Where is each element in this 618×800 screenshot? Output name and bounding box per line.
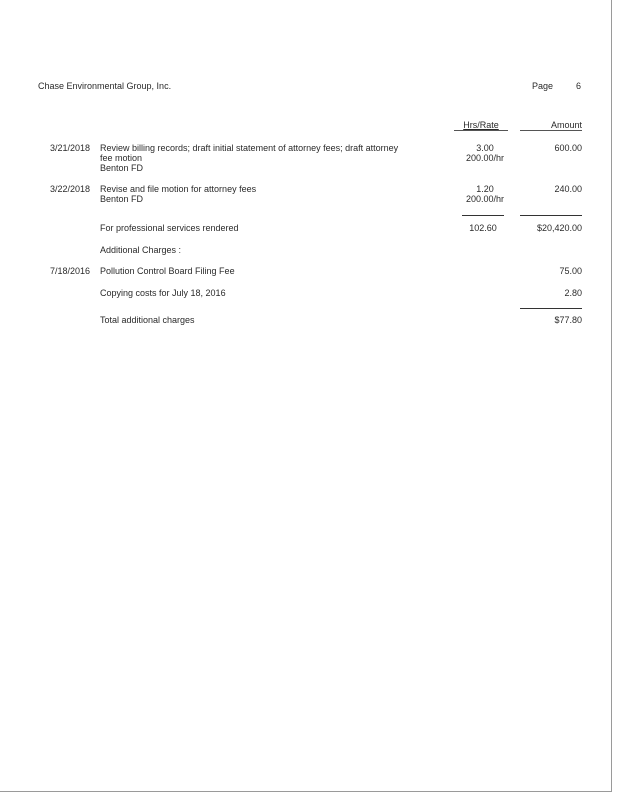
charge-description: Pollution Control Board Filing Fee [100,266,235,276]
additional-charges-heading: Additional Charges : [100,245,182,255]
additional-total-amount: $77.80 [554,315,582,325]
column-header-hrs-rate: Hrs/Rate [463,120,499,130]
page-label: Page [532,81,554,91]
entry-rate: 200.00/hr [465,194,505,204]
entry-hours: 3.00 [476,143,494,153]
charge-amount: 75.00 [559,266,582,276]
professional-total-hours: 102.60 [469,223,497,233]
entry-date: 3/21/2018 [50,143,91,153]
entry-description-line1: Revise and file motion for attorney fees [100,184,257,194]
professional-total-amount: $20,420.00 [536,223,582,233]
hours-total-rule [462,215,504,216]
entry-amount: 600.00 [554,143,582,153]
hrs-rate-underline [454,130,508,131]
entry-client: Benton FD [100,194,144,204]
entry-description-line2: fee motion [100,153,143,163]
entry-hours: 1.20 [476,184,494,194]
entry-amount: 240.00 [554,184,582,194]
charge-amount: 2.80 [564,288,582,298]
amount-underline [520,130,582,131]
charge-date: 7/18/2016 [50,266,91,276]
entry-description-line1: Review billing records; draft initial statement of attorney fees; draft attorney [100,143,399,153]
company-name: Chase Environmental Group, Inc. [38,81,172,91]
entry-client: Benton FD [100,163,144,173]
charge-description: Copying costs for July 18, 2016 [100,288,226,298]
entry-date: 3/22/2018 [50,184,91,194]
entry-rate: 200.00/hr [465,153,505,163]
additional-total-rule [520,308,582,309]
additional-total-label: Total additional charges [100,315,195,325]
page-number: 6 [576,81,582,91]
amount-total-rule [520,215,582,216]
professional-total-label: For professional services rendered [100,223,239,233]
column-header-amount: Amount [550,120,582,130]
